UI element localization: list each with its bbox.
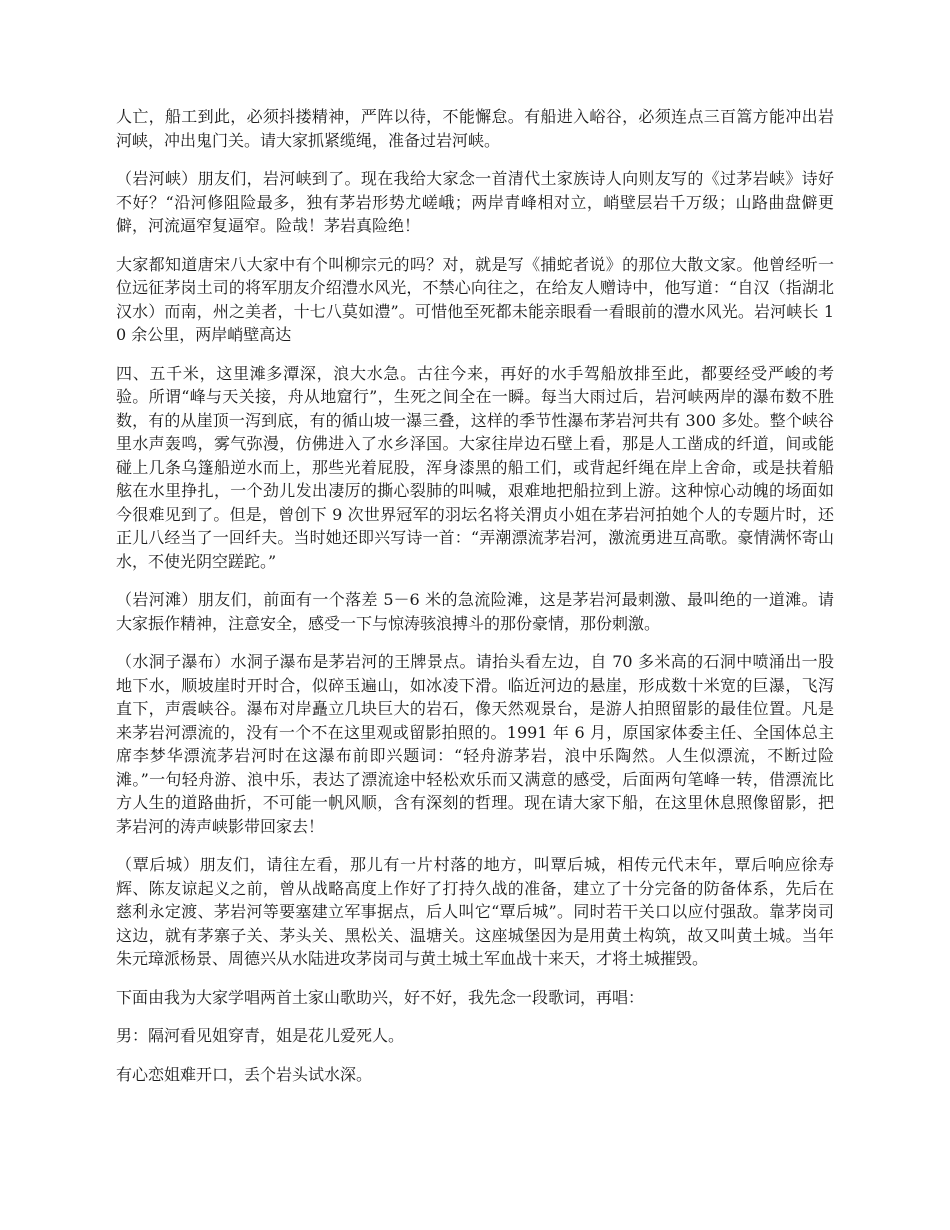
paragraph-song-line-2: 有心恋姐难开口，丢个岩头试水深。	[116, 1064, 373, 1084]
paragraph-yanhe-rapids: （岩河滩）朋友们，前面有一个落差 5－6 米的急流险滩，这是茅岩河最刺激、最叫绝的一道滩。请大家振作精神，注意安全，感受一下与惊涛骇浪搏斗的那份豪情，那份刺激。	[116, 590, 834, 633]
paragraph-gorge-waterfalls: 四、五千米，这里滩多潭深，浪大水急。古往今来，再好的水手驾船放排至此，都要经受严峻的考验。所谓“峰与天关接，舟从地窟行”，生死之间全在一瞬。每当大雨过后，岩河峡两岸的瀑布数不胜数，有的从崖顶一泻到底，有的循山坡一瀑三叠，这样的季节性瀑布茅岩河共有 300 多处。整个峡谷里水声轰鸣，雾气弥漫，仿佛进入了水乡泽国。大家往岸边石壁上看，那是人工凿成的纤道，间或能碰上几条乌篷船逆水而上，那些光着屁股，浑身漆黑的船工们，或背起纤绳在岸上舍命，或是扶着船舷在水里挣扎，一个劲儿发出凄厉的撕心裂肺的叫喊，艰难地把船拉到上游。这种惊心动魄的场面如今很难见到了。但是，曾创下 9 次世界冠军的羽坛名将关渭贞小姐在茅岩河拍她个人的专题片时，还正儿八经当了一回纤夫。当时她还即兴写诗一首：“弄潮漂流茅岩河，激流勇进互高歌。豪情满怀寄山水，不使光阴空蹉跎。”	[116, 363, 834, 571]
paragraph-rapids-intro: 人亡，船工到此，必须抖搂精神，严阵以待，不能懈怠。有船进入峪谷，必须连点三百篙方能冲出岩河峡，冲出鬼门关。请大家抓紧缆绳，准备过岩河峡。	[116, 107, 834, 150]
paragraph-liu-zongyuan: 大家都知道唐宋八大家中有个叫柳宗元的吗？对，就是写《捕蛇者说》的那位大散文家。他曾经听一位远征茅岗土司的将军朋友介绍澧水风光，不禁心向往之，在给友人赠诗中，他写道：“自汉（指湖北汉水）而南，州之美者，十七八莫如澧”。可惜他至死都未能亲眼看一看眼前的澧水风光。岩河峡长 10 余公里，两岸峭壁高达	[116, 254, 834, 344]
paragraph-song-line-1: 男：隔河看见姐穿青，姐是花儿爱死人。	[116, 1026, 405, 1045]
paragraph-folk-song-intro: 下面由我为大家学唱两首土家山歌助兴，好不好，我先念一段歌词，再唱：	[116, 987, 645, 1007]
paragraph-shuidongzi-waterfall: （水洞子瀑布）水洞子瀑布是茅岩河的王牌景点。请抬头看左边，自 70 多米高的石洞中喷涌出一股地下水，顺坡崖时开时合，似碎玉遍山，如冰凌下滑。临近河边的悬崖，形成数十米宽的巨瀑，飞泻直下，声震峡谷。瀑布对岸矗立几块巨大的岩石，像天然观景台，是游人拍照留影的最佳位置。凡是来茅岩河漂流的，没有一个不在这里观或留影拍照的。1991 年 6 月，原国家体委主任、全国体总主席李梦华漂流茅岩河时在这瀑布前即兴题词：“轻舟游茅岩，浪中乐陶然。人生似漂流，不断过险滩。”一句轻舟游、浪中乐，表达了漂流途中轻松欢乐而又满意的感受，后面两句笔峰一转，借漂流比方人生的道路曲折，不可能一帆风顺，含有深刻的哲理。现在请大家下船，在这里休息照像留影，把茅岩河的涛声峡影带回家去！	[116, 652, 834, 836]
paragraph-yanhe-gorge-poem: （岩河峡）朋友们，岩河峡到了。现在我给大家念一首清代土家族诗人向则友写的《过茅岩峡》诗好不好？“沿河修阻险最多，独有茅岩形势尤嵯峨；两岸青峰相对立，峭壁层岩千万级；山路曲盘僻更僻，河流逼窄复逼窄。险哉！茅岩真险绝！	[116, 169, 834, 235]
paragraph-tanhou-city: （覃后城）朋友们，请往左看，那儿有一片村落的地方，叫覃后城，相传元代末年，覃后响应徐寿辉、陈友谅起义之前，曾从战略高度上作好了打持久战的准备，建立了十分完备的防备体系，先后在慈利永定渡、茅岩河等要塞建立军事据点，后人叫它“覃后城”。同时若干关口以应付强敌。靠茅岗司这边，就有茅寨子关、茅头关、黑松关、温塘关。这座城堡因为是用黄土构筑，故又叫黄土城。当年朱元璋派杨景、周德兴从水陆进攻茅岗司与黄土城土军血战十来天，才将土城摧毁。	[116, 855, 834, 968]
